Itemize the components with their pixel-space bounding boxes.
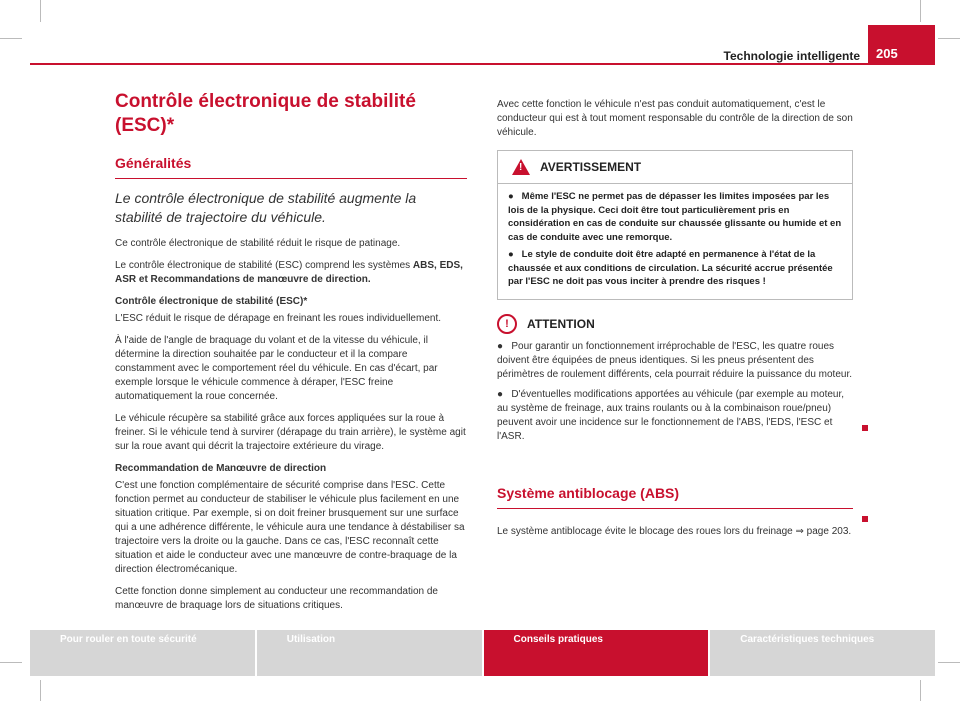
page-number: 205	[868, 25, 935, 65]
subheading: Recommandation de Manœuvre de direction	[115, 463, 327, 474]
subheading: Contrôle électronique de stabilité (ESC)*	[115, 296, 308, 307]
section-title: Généralités	[115, 154, 467, 179]
section-title-abs: Système antiblocage (ABS)	[497, 484, 853, 509]
attention-title: ATTENTION	[527, 316, 595, 331]
crop-mark	[40, 0, 41, 22]
crop-mark	[938, 38, 960, 39]
tab-conseils-pratiques[interactable]: Conseils pratiques	[484, 630, 711, 676]
warning-item-text: Même l'ESC ne permet pas de dépasser les limites imposées par les lois de la physique. Ceci doit être tout particulièrement pris en considération en cas de conduite sur chaussée glissante ou humide et en cas de conduite avec une remorque.	[508, 191, 842, 243]
tab-caracteristiques[interactable]: Caractéristiques techniques	[710, 630, 935, 676]
tab-utilisation[interactable]: Utilisation	[257, 630, 484, 676]
footer-nav	[30, 630, 935, 676]
warning-title: AVERTISSEMENT	[540, 160, 642, 174]
tab-securite[interactable]: Pour rouler en toute sécurité	[30, 630, 257, 676]
paragraph: C'est une fonction complémentaire de sécurité comprise dans l'ESC. Cette fonction permet au conducteur de stabiliser le véhicule plus facilement en une situation critique. Par exemple, si on doit freiner brusquement sur une surface qui a une adhérence différente, le véhicule aura une tendance à déstabiliser sa trajectoire vers la droite ou la gauche. Dans ce cas, l'ESC reconnaît cette situation et aide le conducteur avec une manœuvre de contre-braquage de la direction électromécanique.	[115, 480, 465, 575]
paragraph: Cette fonction donne simplement au conducteur une recommandation de manœuvre de braquage lors de situations critiques.	[115, 586, 438, 611]
paragraph: L'ESC réduit le risque de dérapage en freinant les roues individuellement.	[115, 313, 441, 324]
warning-item: ● Le style de conduite doit être adapté en permanence à l'état de la chaussée et aux conditions de circulation. La sécurité accrue présentée par l'ESC ne doit pas vous inciter à prendre des risques !	[508, 249, 833, 287]
paragraph: Le système antiblocage évite le blocage des roues lors du freinage ⇒ page 203.	[497, 525, 852, 537]
warning-header	[498, 151, 852, 184]
attention-item-text: Pour garantir un fonctionnement irréprochable de l'ESC, les quatre roues doivent être équipées de pneus identiques. Si les pneus présentent des périmètres de roulement différents, cela pourrait réduire la puissance du moteur.	[497, 340, 853, 380]
attention-icon: !	[497, 314, 517, 334]
left-column	[115, 90, 467, 621]
warning-item: ● Même l'ESC ne permet pas de dépasser les limites imposées par les lois de la physique. Ceci doit être tout particulièrement pris en considération en cas de conduite sur chaussée glissante ou humide et en cas de conduite avec une remorque.	[508, 191, 842, 243]
paragraph: À l'aide de l'angle de braquage du volant et de la vitesse du véhicule, il détermine la direction souhaitée par le conducteur et il la compare constamment avec le comportement réel du véhicule. En cas d'écart, par exemple lorsque le véhicule commence à déraper, l'ESC freine automatiquement la roue concernée.	[115, 335, 438, 402]
crop-mark	[920, 680, 921, 701]
crop-mark	[0, 38, 22, 39]
crop-mark	[0, 662, 22, 663]
paragraph: Ce contrôle électronique de stabilité réduit le risque de patinage.	[115, 238, 401, 249]
attention-item: ● Pour garantir un fonctionnement irréprochable de l'ESC, les quatre roues doivent être équipées de pneus identiques. Si les pneus présentent des périmètres de roulement différents, cela pourrait réduire la puissance du moteur.	[497, 340, 853, 380]
end-mark	[862, 425, 868, 431]
end-mark	[862, 516, 868, 522]
paragraph-text: Le contrôle électronique de stabilité (ESC) comprend les systèmes	[115, 260, 413, 271]
paragraph	[115, 259, 467, 287]
running-header: Technologie intelligente	[723, 49, 860, 63]
right-column	[497, 98, 853, 547]
warning-body	[498, 184, 852, 299]
main-title: Contrôle électronique de stabilité (ESC)*	[115, 91, 416, 136]
attention-item: ● D'éventuelles modifications apportées au véhicule (par exemple au moteur, au système de freinage, aux trains roulants ou à la combinaison roue/pneu) peuvent avoir une incidence sur le fonctionnement de l'ABS, l'EDS, l'ESC et l'ASR.	[497, 388, 845, 442]
warning-box	[497, 150, 853, 300]
crop-mark	[40, 680, 41, 701]
warning-item-text: Le style de conduite doit être adapté en permanence à l'état de la chaussée et aux conditions de circulation. La sécurité accrue présentée par l'ESC ne doit pas vous inciter à prendre des risques !	[508, 249, 833, 287]
paragraph: Le véhicule récupère sa stabilité grâce aux forces appliquées sur la roue à freiner. Si le véhicule tend à survirer (dérapage du train arrière), le système agit sur la roue avant qui décrit la trajectoire extérieure du virage.	[115, 413, 466, 452]
attention-header	[497, 314, 853, 334]
header-rule	[30, 63, 868, 65]
intro-text: Le contrôle électronique de stabilité augmente la stabilité de trajectoire du véhicule.	[115, 190, 417, 225]
crop-mark	[938, 662, 960, 663]
crop-mark	[920, 0, 921, 22]
paragraph-bold: ABS, EDS, ASR et Recommandations de manœuvre de direction.	[115, 260, 463, 285]
paragraph: Avec cette fonction le véhicule n'est pas conduit automatiquement, c'est le conducteur qui est à tout moment responsable du contrôle de la direction de son véhicule.	[497, 99, 853, 138]
attention-item-text: D'éventuelles modifications apportées au véhicule (par exemple au moteur, au système de freinage, aux trains roulants ou à la combinaison roue/pneu) peuvent avoir une incidence sur le fonctionnement de l'ABS, l'EDS, l'ESC et l'ASR.	[497, 388, 845, 442]
warning-icon: !	[512, 159, 530, 175]
